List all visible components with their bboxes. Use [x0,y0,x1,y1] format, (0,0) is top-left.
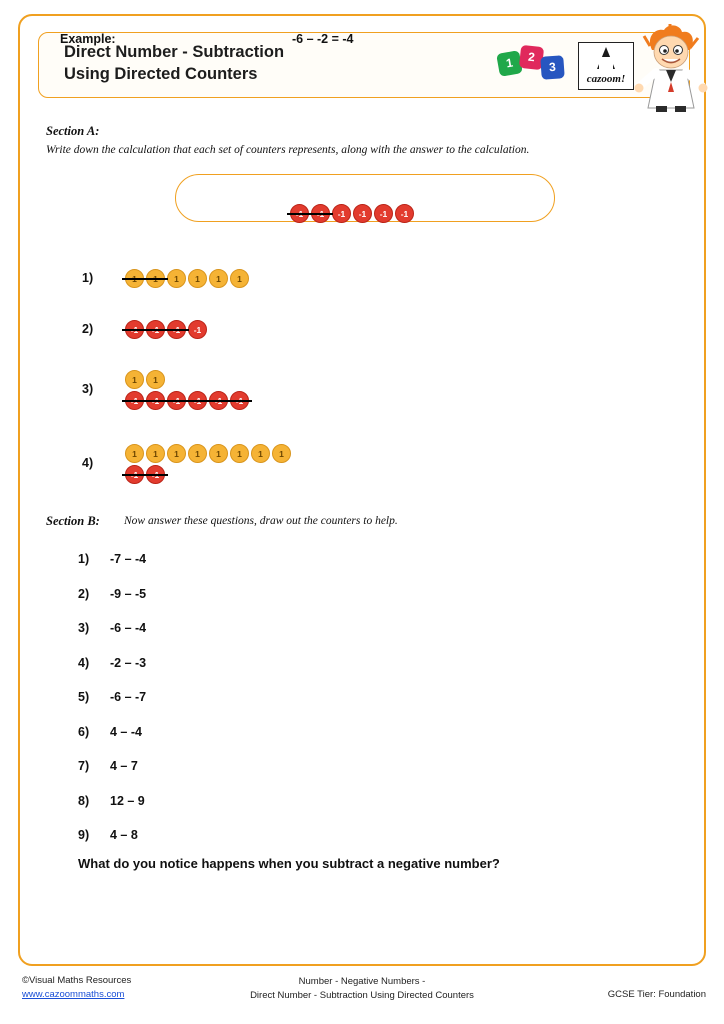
example-counter: -1 [395,204,414,223]
section-b-item-expression: 4 – -4 [110,724,142,739]
q1-row1-counter: 1 [230,269,249,288]
q4-row2-strikethrough [122,474,168,476]
die-3: 3 [540,55,565,80]
q1-row1-counter: 1 [209,269,228,288]
question-number: 1) [82,271,94,285]
q1-row1-counter: 1 [167,269,186,288]
section-b-item-expression: -9 – -5 [110,586,147,601]
worksheet-page [18,14,706,966]
section-b-item-expression: -6 – -7 [110,690,147,704]
section-b-item-expression: -2 – -3 [110,655,147,670]
q2-row1-strikethrough [122,329,189,331]
footer-website-link[interactable]: www.cazoommaths.com [22,989,125,1000]
example-label: Example: [60,32,116,46]
q1-row1-strikethrough [122,278,168,280]
scientist-mascot-icon [632,24,710,112]
section-b-item-number: 7) [78,759,90,773]
section-b-item-expression: -7 – -4 [110,552,147,566]
q1-row1-counter: 1 [188,269,207,288]
cazoom-mark-icon [597,47,615,69]
final-question: What do you notice happens when you subtract a negative number? [78,856,500,871]
section-b-item-number: 9) [78,828,90,842]
title-line-2: Using Directed Counters [64,64,258,83]
q4-row1-counter: 1 [146,444,165,463]
section-b-item-number: 5) [78,690,90,704]
q3-row2-strikethrough [122,400,252,402]
example-answer: -6 – -2 = -4 [292,32,354,46]
example-strikethrough [287,213,333,215]
q2-row1-counter: -1 [188,320,207,339]
page-title [64,42,464,86]
section-b-item-expression: -6 – -4 [110,621,147,635]
dice-logo [495,50,570,92]
cazoom-brand-text: cazoom! [586,73,626,85]
section-a-label: Section A: [46,124,100,138]
section-b-item-number: 4) [78,655,90,670]
cazoom-logo [578,42,634,90]
section-b-item-expression: 12 – 9 [110,793,145,808]
section-b-label: Section B: [46,514,100,528]
section-b-item-number: 1) [78,552,90,566]
footer-center-line-1: Number - Negative Numbers - [298,976,426,987]
question-number: 4) [82,456,94,470]
q4-row1-counter: 1 [209,444,228,463]
example-counter: -1 [332,204,351,223]
q4-row1-counter: 1 [272,444,291,463]
q4-row1-counter: 1 [125,444,144,463]
footer-copyright: ©Visual Maths Resources [22,975,132,986]
question-number: 2) [82,322,94,336]
question-number: 3) [82,382,94,396]
q4-row1-counter: 1 [230,444,249,463]
section-b-item-expression: 4 – 8 [110,828,138,842]
section-b-instruction: Now answer these questions, draw out the counters to help. [124,515,398,527]
q4-row1-counter: 1 [167,444,186,463]
example-counter: -1 [353,204,372,223]
section-a-instruction: Write down the calculation that each set of counters represents, along with the answer to the calculation. [46,144,530,156]
section-b-item-number: 3) [78,621,90,635]
q3-row1-counter: 1 [125,370,144,389]
section-b-item-expression: 4 – 7 [110,759,138,773]
q3-row1-counter: 1 [146,370,165,389]
title-line-1: Direct Number - Subtraction [64,43,285,61]
die-2: 2 [519,45,544,70]
die-1: 1 [496,50,523,77]
footer-center-line-2: Direct Number - Subtraction Using Directed Counters [250,989,474,1001]
footer-tier: GCSE Tier: Foundation [607,989,706,1000]
example-counter: -1 [374,204,393,223]
q4-row1-counter: 1 [188,444,207,463]
section-b-item-number: 2) [78,586,90,601]
section-b-item-number: 6) [78,724,90,739]
section-b-item-number: 8) [78,793,90,808]
q4-row1-counter: 1 [251,444,270,463]
